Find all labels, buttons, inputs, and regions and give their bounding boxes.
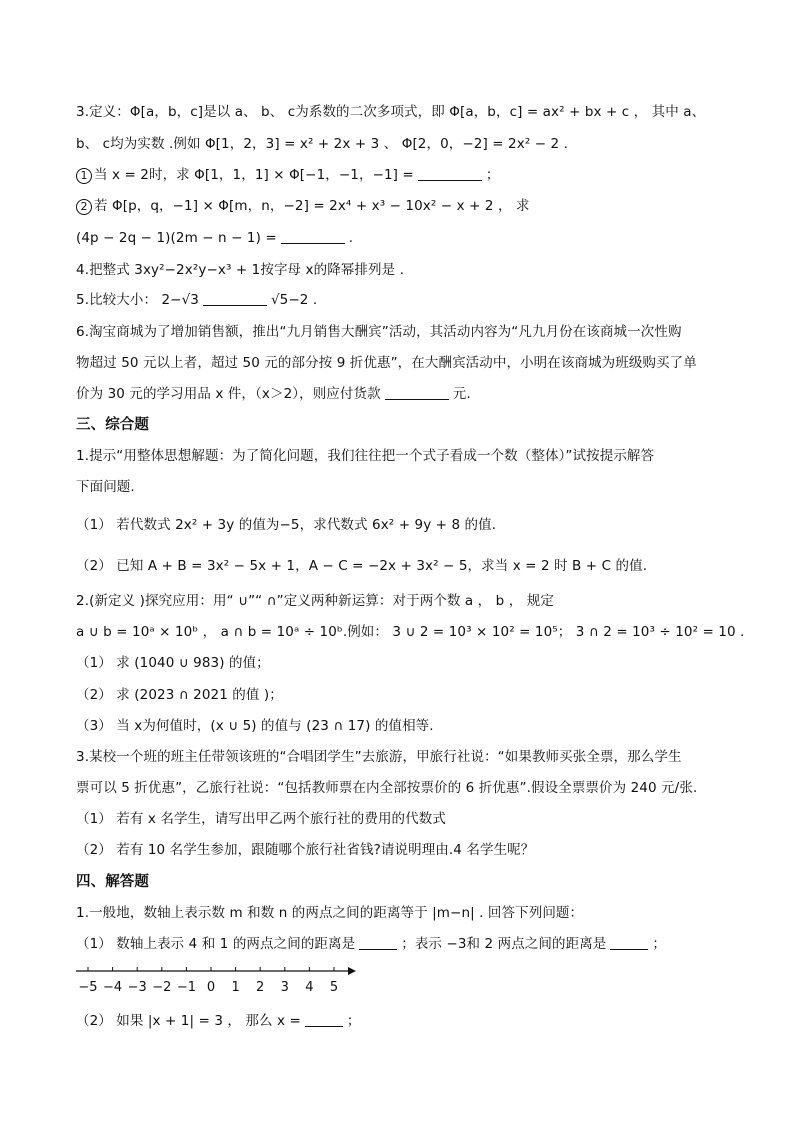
s3-q1-line2: 下面问题. — [76, 479, 135, 495]
s3-q2-line2: a ∪ b = 10ᵃ × 10ᵇ ， a ∩ b = 10ᵃ ÷ 10ᵇ.例如： 3 ∪ 2 = 10³ × 10² = 10⁵； 3 ∩ 2 = 10³ ÷ 10² = 10 . — [76, 624, 745, 640]
number-line-label: −1 — [176, 980, 196, 995]
s3-q3-line2: 票可以 5 折优惠”，乙旅行社说：“包括教师票在内全部按票价的 6 折优惠”.假设全票票价为 240 元/张. — [76, 780, 698, 796]
number-line-arrow-icon — [348, 967, 356, 975]
q6-line3-post: 元. — [452, 386, 471, 402]
circled-number-2: 2 — [76, 199, 92, 215]
q5-line — [76, 291, 734, 309]
s4-q1-line1: 1.一般地，数轴上表示数 m 和数 n 的两点之间的距离等于 |m−n| . 回答下列问题： — [76, 905, 584, 921]
number-line-label: −4 — [103, 980, 123, 995]
q3-definition-line1: 3.定义：Φ[a，b，c]是以 a、 b、 c为系数的二次多项式，即 Φ[a，b，c] = ax² + bx + c ， 其中 a、 — [76, 104, 706, 120]
q3-part2-expression: (4p − 2q − 1)(2m − n − 1) = — [76, 230, 277, 246]
number-line-label: 0 — [206, 980, 216, 995]
number-line-label: −3 — [127, 980, 147, 995]
number-line-label: −5 — [78, 980, 98, 995]
s4-q1-part2-post: ； — [346, 1013, 361, 1029]
answer-blank — [305, 1012, 343, 1027]
number-line-label: 2 — [256, 980, 265, 995]
s3-q2-line1: 2.(新定义 )探究应用：用“ ∪”“ ∩”定义两种新运算：对于两个数 a ， b ， 规定 — [76, 593, 554, 609]
s3-q2-part1: （1） 求 (1040 ∪ 983) 的值； — [76, 655, 270, 671]
s4-q1-part1-b: ；表示 −3和 2 两点之间的距离是 — [401, 936, 607, 952]
s3-q2-part3: （3） 当 x为何值时，(x ∪ 5) 的值与 (23 ∩ 17) 的值相等. — [76, 718, 434, 734]
section4-heading: 四、解答题 — [76, 874, 149, 890]
answer-blank — [610, 935, 648, 950]
s3-q2-part2: （2） 求 (2023 ∩ 2021 的值 )； — [76, 687, 283, 703]
q6-line2: 物超过 50 元以上者，超过 50 元的部分按 9 折优惠”，在大酬宾活动中，小明在该商城为班级购买了单 — [76, 355, 697, 371]
number-line-label: 1 — [231, 980, 240, 995]
s3-q1-part1: （1） 若代数式 2x² + 3y 的值为−5，求代数式 6x² + 9y + 8 的值. — [76, 517, 497, 533]
answer-blank — [385, 385, 449, 400]
q6-line3 — [76, 385, 734, 403]
s4-q1-part2 — [76, 1012, 734, 1030]
section3-heading: 三、综合题 — [76, 417, 149, 433]
q3-definition-line2: b、 c均为实数 .例如 Φ[1，2，3] = x² + 2x + 3 、 Φ[2，0，−2] = 2x² − 2 . — [76, 136, 569, 152]
answer-blank — [359, 935, 397, 950]
q3-part1 — [76, 166, 734, 184]
q3-part1-suffix: ； — [485, 167, 500, 183]
s3-q3-part2: （2） 若有 10 名学生参加，跟随哪个旅行社省钱?请说明理由.4 名学生呢？ — [76, 842, 535, 858]
s4-q1-part2-pre: （2） 如果 |x + 1| = 3 ， 那么 x = — [76, 1013, 301, 1029]
q3-part2 — [76, 197, 734, 215]
number-line-label: 3 — [280, 980, 289, 995]
q3-part2-suffix: . — [348, 230, 354, 246]
q4-text: 4.把整式 3xy²−2x²y−x³ + 1按字母 x的降幂排列是 . — [76, 262, 405, 278]
s3-q3-part1: （1） 若有 x 名学生，请写出甲乙两个旅行社的费用的代数式 — [76, 811, 446, 827]
s3-q3-line1: 3.某校一个班的班主任带领该班的“合唱团学生”去旅游，甲旅行社说：“如果教师买张全票，那么学生 — [76, 749, 682, 765]
s4-q1-part1 — [76, 935, 734, 953]
answer-blank — [418, 166, 482, 181]
s3-q1-part2: （2） 已知 A + B = 3x² − 5x + 1，A − C = −2x + 3x² − 5，求当 x = 2 时 B + C 的值. — [76, 558, 648, 574]
s3-q1-line1: 1.提示“用整体思想解题：为了简化问题，我们往往把一个式子看成一个数（整体）”试按提示解答 — [76, 448, 655, 464]
number-line — [76, 962, 366, 996]
number-line-label: 5 — [329, 980, 339, 995]
q3-part2-text: 若 Φ[p，q，−1] × Φ[m，n，−2] = 2x⁴ + x³ − 10x² − x + 2 ， 求 — [94, 198, 530, 214]
answer-blank — [203, 291, 267, 306]
q5-post: √5−2 . — [270, 292, 318, 308]
number-line-label: 4 — [305, 980, 314, 995]
s4-q1-part1-c: ； — [652, 936, 667, 952]
q3-part1-text: 当 x = 2时，求 Φ[1，1，1] × Φ[−1，−1，−1] = — [94, 167, 414, 183]
q5-pre: 5.比较大小： 2−√3 — [76, 292, 199, 308]
s4-q1-part1-a: （1） 数轴上表示 4 和 1 的两点之间的距离是 — [76, 936, 356, 952]
q6-line1: 6.淘宝商城为了增加销售额，推出“九月销售大酬宾”活动，其活动内容为“凡九月份在该商城一次性购 — [76, 324, 682, 340]
number-line-label: −2 — [152, 980, 172, 995]
q3-part2-continued — [76, 229, 734, 247]
answer-blank — [281, 229, 345, 244]
circled-number-1: 1 — [76, 168, 92, 184]
q6-line3-pre: 价为 30 元的学习用品 x 件，（x＞2），则应付货款 — [76, 386, 381, 402]
